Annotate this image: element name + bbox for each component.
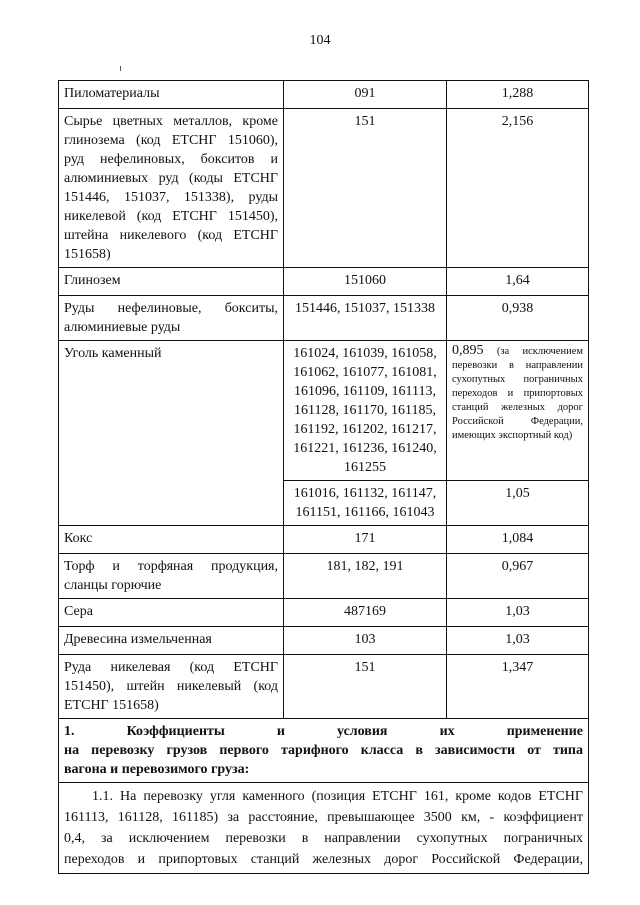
coefficient-note: (за исключением перевозки в направлении сухопутных пограничных переходов и припортовых станций железных дорог Российской Федерации, имеющих экспортный код) bbox=[452, 346, 584, 441]
table-row bbox=[59, 599, 589, 627]
coefficient: 1,03 bbox=[447, 627, 589, 655]
tariff-coefficient-table bbox=[58, 80, 589, 874]
paragraph bbox=[59, 783, 589, 874]
table-row bbox=[59, 296, 589, 341]
paragraph-line: 1.1. На перевозку угля каменного (позиция ЕТСНГ 161, кроме кодов ЕТСНГ bbox=[92, 789, 583, 804]
scan-mark bbox=[120, 66, 121, 71]
paragraph-row bbox=[59, 783, 589, 874]
cargo-name: Кокс bbox=[59, 526, 284, 554]
paragraph-line: 0,4, за исключением перевозки в направлении сухопутных пограничных bbox=[64, 831, 583, 846]
coefficient: 1,347 bbox=[447, 655, 589, 719]
coefficient bbox=[447, 341, 589, 481]
table-row bbox=[59, 268, 589, 296]
table-row bbox=[59, 81, 589, 109]
coefficient: 1,05 bbox=[447, 481, 589, 526]
coefficient: 2,156 bbox=[447, 109, 589, 268]
table-row bbox=[59, 526, 589, 554]
coefficient-value: 0,895 bbox=[452, 343, 484, 358]
coefficient: 0,967 bbox=[447, 554, 589, 599]
etsng-code: 161016, 161132, 161147, 161151, 161166, 161043 bbox=[284, 481, 447, 526]
table-row bbox=[59, 109, 589, 268]
cargo-name: Уголь каменный bbox=[59, 341, 284, 526]
cargo-name: Руда никелевая (код ЕТСНГ 151450), штейн никелевый (код ЕТСНГ 151658) bbox=[59, 655, 284, 719]
cargo-name: Руды нефелиновые, бокситы, алюминиевые руды bbox=[59, 296, 284, 341]
section-heading-line: на перевозку грузов первого тарифного класса в зависимости от типа bbox=[64, 743, 583, 758]
page-number: 104 bbox=[309, 33, 331, 48]
paragraph-line: 161113, 161128, 161185) за расстояние, превышающее 3500 км, - коэффициент bbox=[64, 810, 583, 825]
etsng-code: 103 bbox=[284, 627, 447, 655]
paragraph-line: переходов и припортовых станций железных дорог Российской Федерации, bbox=[64, 852, 583, 867]
cargo-name: Пиломатериалы bbox=[59, 81, 284, 109]
etsng-code: 181, 182, 191 bbox=[284, 554, 447, 599]
table-row bbox=[59, 655, 589, 719]
cargo-name: Глинозем bbox=[59, 268, 284, 296]
etsng-code: 151060 bbox=[284, 268, 447, 296]
etsng-code: 091 bbox=[284, 81, 447, 109]
etsng-code: 151446, 151037, 151338 bbox=[284, 296, 447, 341]
coefficient: 1,64 bbox=[447, 268, 589, 296]
table-row bbox=[59, 554, 589, 599]
section-heading-line: 1. Коэффициенты и условия их применение bbox=[64, 724, 583, 739]
cargo-name: Торф и торфяная продукция, сланцы горючие bbox=[59, 554, 284, 599]
cargo-name: Сырье цветных металлов, кроме глинозема (код ЕТСНГ 151060), руд нефелиновых, бокситов и алюминиевых руд (коды ЕТСНГ 151446, 151037, 151338), руды никелевой (код ЕТСНГ 151450), штейна никелевого (код ЕТСНГ 151658) bbox=[59, 109, 284, 268]
coefficient: 1,03 bbox=[447, 599, 589, 627]
coefficient: 1,288 bbox=[447, 81, 589, 109]
table-row bbox=[59, 627, 589, 655]
table-row bbox=[59, 341, 589, 481]
etsng-code: 171 bbox=[284, 526, 447, 554]
section-heading bbox=[59, 719, 589, 783]
coefficient: 0,938 bbox=[447, 296, 589, 341]
coefficient: 1,084 bbox=[447, 526, 589, 554]
cargo-name: Сера bbox=[59, 599, 284, 627]
etsng-code: 487169 bbox=[284, 599, 447, 627]
etsng-code: 151 bbox=[284, 655, 447, 719]
etsng-code: 161024, 161039, 161058, 161062, 161077, 161081, 161096, 161109, 161113, 161128, 161170, 161185, 161192, 161202, 161217, 161221, 161236, 161240, 161255 bbox=[284, 341, 447, 481]
section-heading-line: вагона и перевозимого груза: bbox=[64, 762, 250, 777]
section-heading-row bbox=[59, 719, 589, 783]
cargo-name: Древесина измельченная bbox=[59, 627, 284, 655]
etsng-code: 151 bbox=[284, 109, 447, 268]
